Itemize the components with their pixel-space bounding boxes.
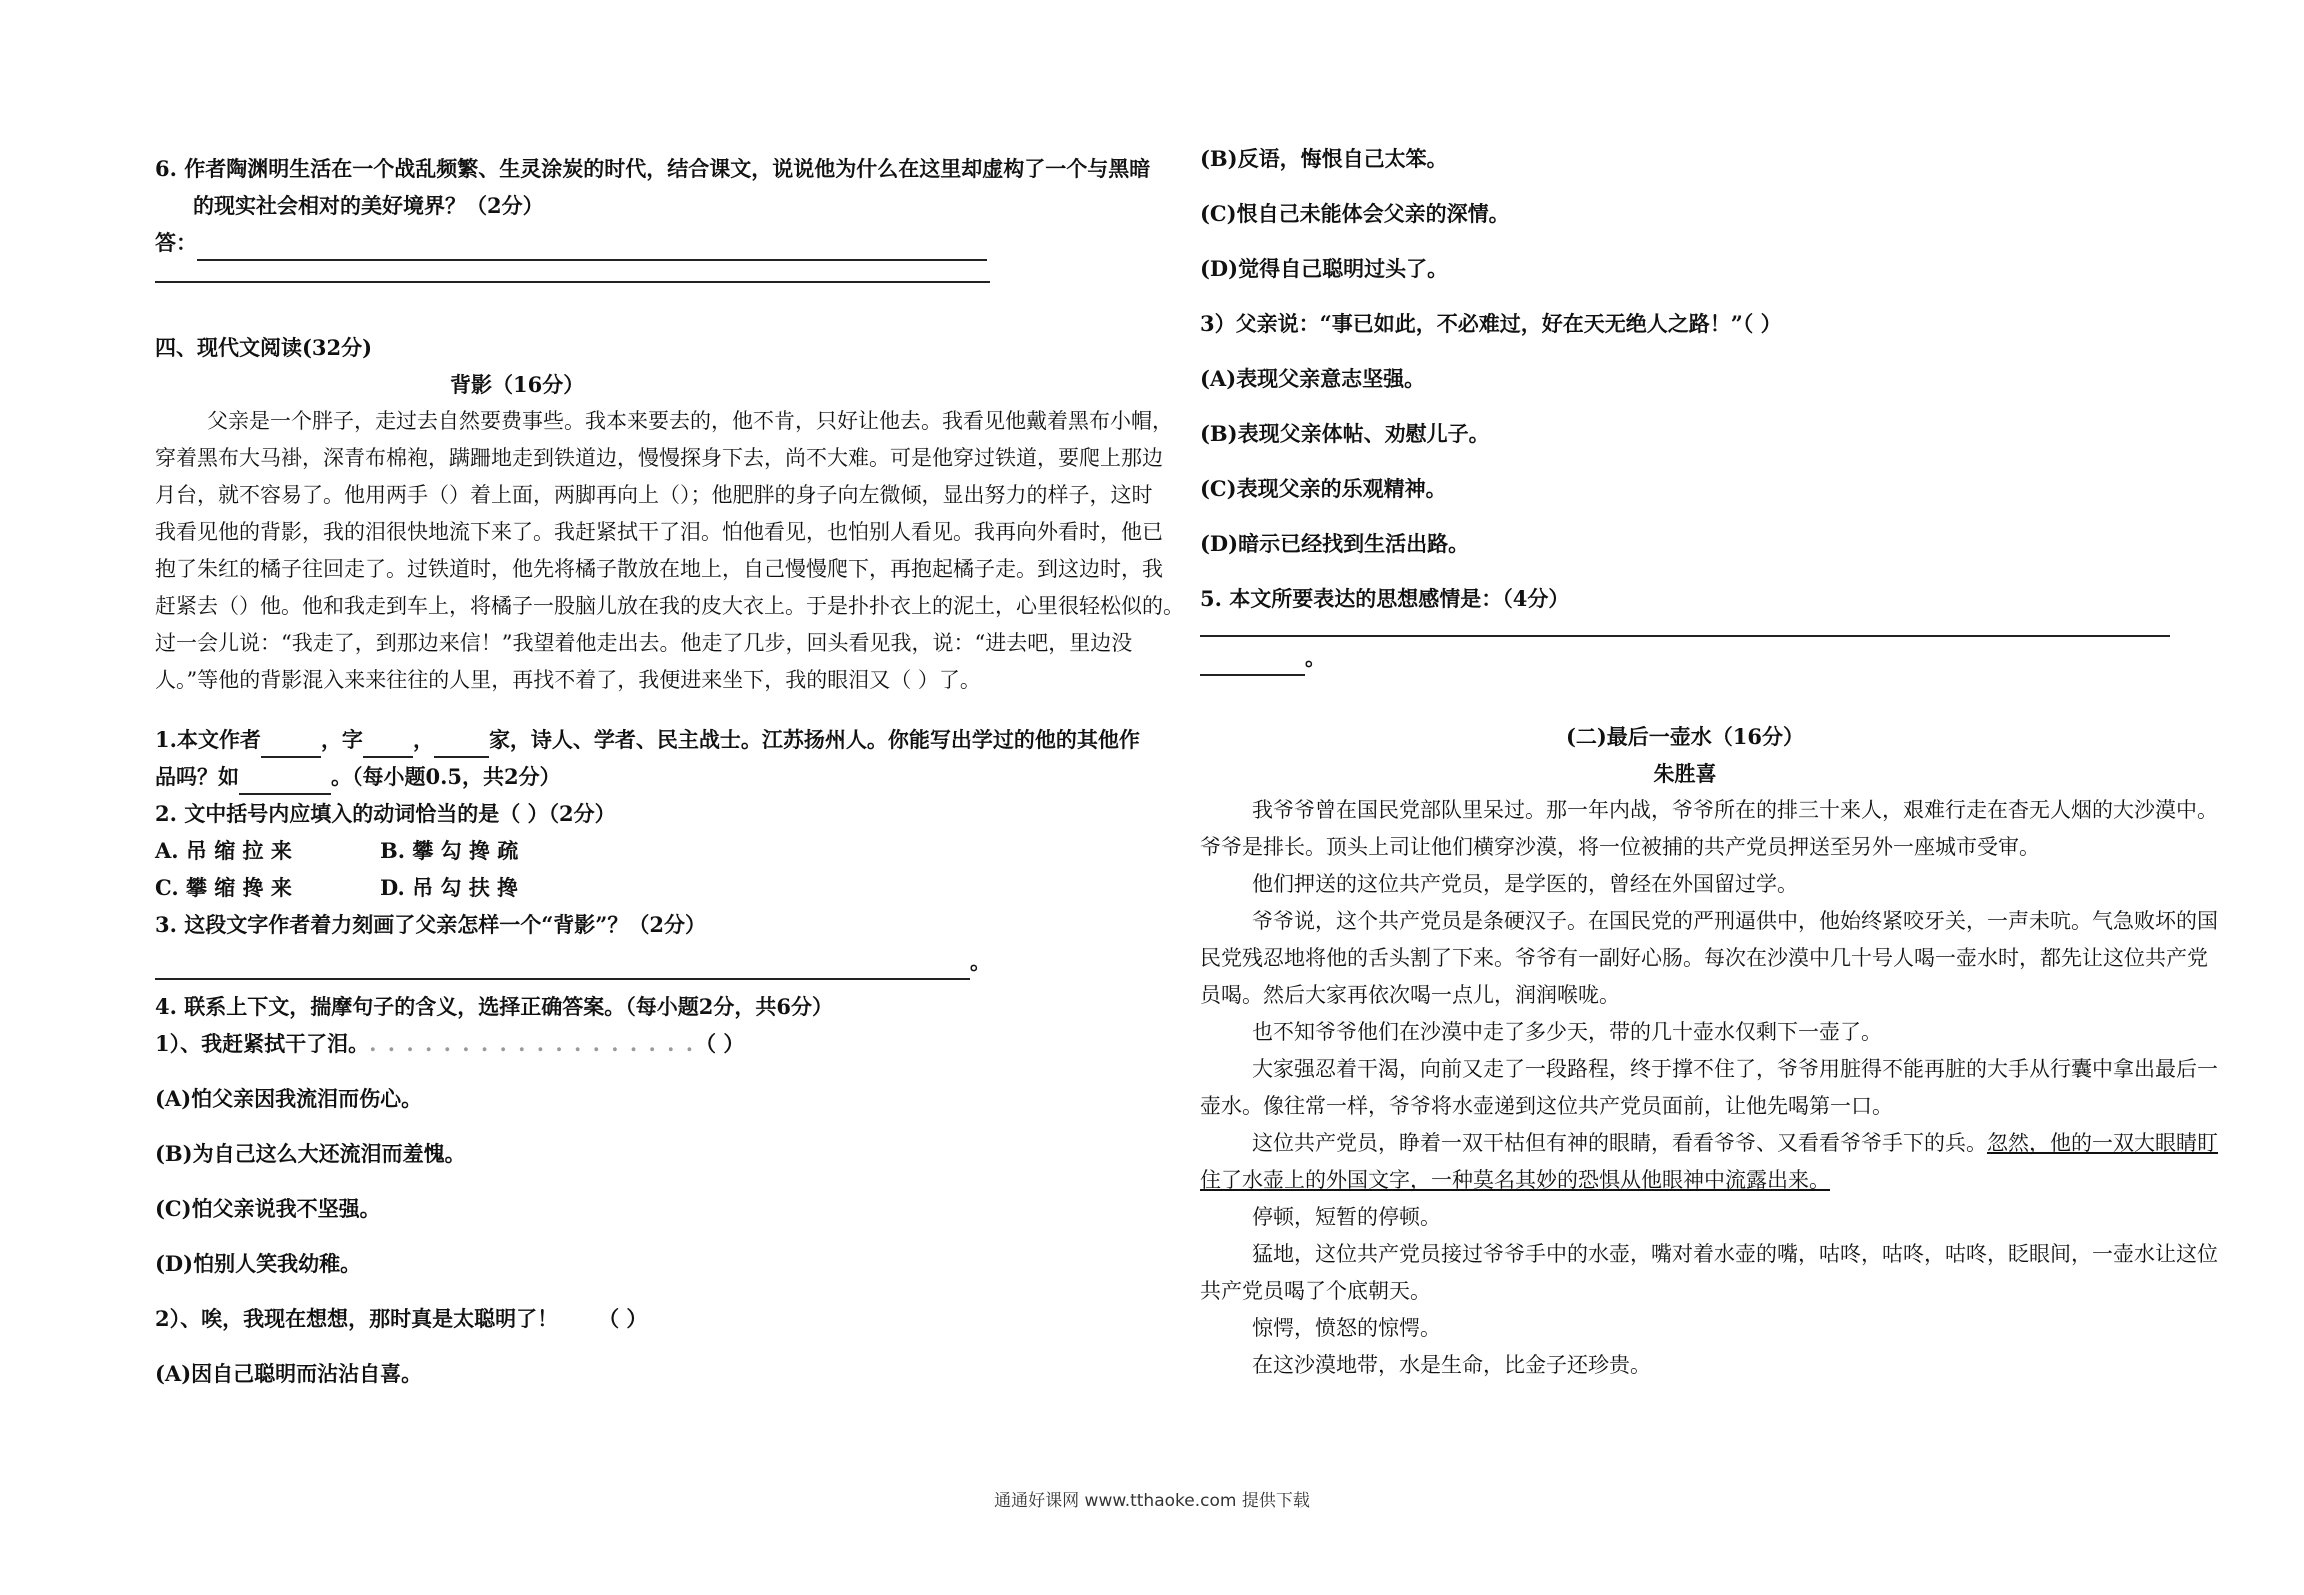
q6-line1: 6. 作者陶渊明生活在一个战乱频繁、生灵涂炭的时代，结合课文，说说他为什么在这里却虚构了一个与黑暗 — [155, 156, 1151, 181]
passage2-line: 爷爷是排长。顶头上司让他们横穿沙漠，将一位被捕的共产党员押送至另外一座城市受审。 — [1200, 835, 2040, 859]
passage1-line: 我看见他的背影，我的泪很快地流下来了。我赶紧拭干了泪。怕他看见，也怕别人看见。我再向外看时，他已 — [155, 520, 1163, 544]
q2-option-a[interactable]: A. 吊 缩 拉 来 — [155, 838, 292, 863]
q4-s2-option[interactable]: (D)觉得自己聪明过头了。 — [1200, 256, 1449, 281]
q5-stem: 5. 本文所要表达的思想感情是：（4分） — [1200, 586, 1570, 611]
q4-s1-option[interactable]: (D)怕别人笑我幼稚。 — [155, 1251, 362, 1276]
q4-s1-option[interactable]: (B)为自己这么大还流泪而羞愧。 — [155, 1141, 466, 1166]
q4-s1-option[interactable]: (C)怕父亲说我不坚强。 — [155, 1196, 381, 1221]
answer-line[interactable] — [197, 233, 987, 261]
underlined-sentence: 住了水壶上的外国文字，一种莫名其妙的恐惧从他眼神中流露出来。 — [1200, 1168, 1830, 1192]
q1-text: 品吗？如 — [155, 764, 239, 789]
q2-option-d[interactable]: D. 吊 勾 扶 搀 — [380, 875, 519, 900]
q1-text: 家，诗人、学者、民主战士。江苏扬州人。你能写出学过的他的其他作 — [488, 727, 1140, 752]
passage1-line: 穿着黑布大马褂，深青布棉袍，蹒跚地走到铁道边，慢慢探身下去，尚不大难。可是他穿过铁道，要爬上那边 — [155, 446, 1163, 470]
q6-line2: 的现实社会相对的美好境界？（2分） — [193, 193, 544, 218]
passage1-line: 赶紧去（）他。他和我走到车上，将橘子一股脑儿放在我的皮大衣上。于是扑扑衣上的泥土，心里很轻松似的。 — [155, 594, 1184, 618]
q2-stem: 2. 文中括号内应填入的动词恰当的是（ ）（2分） — [155, 801, 616, 826]
passage2-body — [1200, 792, 2218, 1384]
passage2-line: 员喝。然后大家再依次喝一点儿，润润喉咙。 — [1200, 983, 1620, 1007]
q1-blank-profession[interactable] — [434, 730, 489, 758]
passage2-line: 猛地，这位共产党员接过爷爷手中的水壶，嘴对着水壶的嘴，咕咚，咕咚，咕咚，眨眼间，一壶水让这位 — [1252, 1242, 2218, 1266]
passage2-line: 爷爷说，这个共产党员是条硬汉子。在国民党的严刑逼供中，他始终紧咬牙关，一声未吭。气急败坏的国 — [1252, 909, 2218, 933]
passage2-line: 壶水。像往常一样，爷爷将水壶递到这位共产党员面前，让他先喝第一口。 — [1200, 1094, 1893, 1118]
q2-options-row2 — [155, 869, 1123, 906]
q1-text: ，字 — [320, 727, 363, 752]
passage2-line: 民党残忍地将他的舌头割了下来。爷爷有一副好心肠。每次在沙漠中几十号人喝一壶水时，都先让这位共产党 — [1200, 946, 2208, 970]
q4-s2-text: 2）、唉，我现在想想，那时真是太聪明了！ — [155, 1306, 559, 1331]
passage2-text: 这位共产党员，睁着一双干枯但有神的眼睛，看看爷爷、又看看爷爷手下的兵。 — [1252, 1131, 1987, 1155]
q1-text: 。（每小题0.5，共2分） — [331, 764, 561, 789]
passage2-line: 共产党员喝了个底朝天。 — [1200, 1279, 1431, 1303]
q5-answer-line[interactable] — [1200, 617, 2170, 637]
q3-end: 。 — [970, 949, 991, 974]
q3-stem: 3. 这段文字作者着力刻画了父亲怎样一个“背影”？（2分） — [155, 912, 707, 937]
passage2-line: 在这沙漠地带，水是生命，比金子还珍贵。 — [1252, 1353, 1651, 1377]
answer-label: 答： — [155, 230, 197, 255]
passage2-line: 我爷爷曾在国民党部队里呆过。那一年内战，爷爷所在的排三十来人，艰难行走在杳无人烟的大沙漠中。 — [1252, 798, 2218, 822]
q3-answer-line[interactable] — [155, 952, 970, 980]
q5-end: 。 — [1305, 645, 1326, 670]
q4-s3-option[interactable]: (A)表现父亲意志坚强。 — [1200, 366, 1426, 391]
q2-option-c[interactable]: C. 攀 缩 搀 来 — [155, 875, 292, 900]
answer-line-2[interactable] — [155, 261, 990, 283]
q2-option-b[interactable]: B. 攀 勾 搀 疏 — [380, 838, 519, 863]
q4-s3-option[interactable]: (D)暗示已经找到生活出路。 — [1200, 531, 1470, 556]
passage2-title: (二)最后一壶水（16分） — [1565, 724, 1805, 749]
q5-answer-end — [1200, 639, 2170, 676]
passage1-title: 背影（16分） — [450, 372, 585, 397]
passage2-line: 停顿，短暂的停顿。 — [1252, 1205, 1441, 1229]
q1-line2 — [155, 758, 1123, 795]
passage2-line: 也不知爷爷他们在沙漠中走了多少天，带的几十壶水仅剩下一壶了。 — [1252, 1020, 1882, 1044]
passage2-line: 大家强忍着干渴，向前又走了一段路程，终于撑不住了，爷爷用脏得不能再脏的大手从行囊中拿出最后一 — [1252, 1057, 2218, 1081]
q2-options-row1 — [155, 832, 1123, 869]
passage2-line: 他们押送的这位共产党员，是学医的，曾经在外国留过学。 — [1252, 872, 1798, 896]
q1-blank-works[interactable] — [239, 767, 331, 795]
q4-s2-option-a[interactable]: (A)因自己聪明而沾沾自喜。 — [155, 1361, 423, 1386]
q1-line1 — [155, 721, 1140, 758]
passage1-line: 人。”等他的背影混入来来往往的人里，再找不着了，我便进来坐下，我的眼泪又（ ）了。 — [155, 668, 981, 692]
q4-s2-paren[interactable]: （ ） — [598, 1306, 648, 1331]
passage1-line: 月台，就不容易了。他用两手（）着上面，两脚再向上（）；他肥胖的身子向左微倾，显出努力的样子，这时 — [155, 483, 1153, 507]
q5-answer-line-2[interactable] — [1200, 648, 1305, 676]
passage1-line: 抱了朱红的橘子往回走了。过铁道时，他先将橘子散放在地上，自己慢慢爬下，再抱起橘子走。到这边时，我 — [155, 557, 1163, 581]
passage2-line: 惊愕，愤怒的惊愕。 — [1252, 1316, 1441, 1340]
q4-s1 — [155, 1025, 1123, 1062]
q1-text: ， — [412, 727, 434, 752]
passage2-line — [1200, 1125, 2218, 1162]
q4-s2 — [155, 1300, 1123, 1337]
q4-s1-option[interactable]: (A)怕父亲因我流泪而伤心。 — [155, 1086, 423, 1111]
q4-s3: 3）父亲说：“事已如此，不必难过，好在天无绝人之路！”（ ） — [1200, 311, 1782, 336]
passage2-author: 朱胜喜 — [1653, 761, 1717, 786]
q1-blank-author[interactable] — [261, 730, 321, 758]
q4-s3-option[interactable]: (C)表现父亲的乐观精神。 — [1200, 476, 1447, 501]
passage1-body — [155, 403, 1184, 699]
q4-s1-text: 1）、我赶紧拭干了泪。 — [155, 1031, 370, 1056]
underlined-sentence: 忽然，他的一双大眼睛盯 — [1987, 1131, 2218, 1155]
section4-title: 四、现代文阅读(32分) — [155, 335, 373, 360]
left-column — [155, 150, 1184, 1392]
passage1-line: 过一会儿说：“我走了，到那边来信！”我望着他走出去。他走了几步，回头看见我，说：“进去吧，里边没 — [155, 631, 1133, 655]
right-column — [1200, 140, 2218, 1384]
leader-dots: . . . . . . . . . . . . . . . . . . — [369, 1031, 696, 1056]
q4-s3-option[interactable]: (B)表现父亲体帖、劝慰儿子。 — [1200, 421, 1490, 446]
passage1-line: 父亲是一个胖子，走过去自然要费事些。我本来要去的，他不肯，只好让他去。我看见他戴着黑布小帽， — [207, 409, 1173, 433]
q3-answer — [155, 943, 1123, 980]
q4-s2-option[interactable]: (B)反语，悔恨自己太笨。 — [1200, 146, 1448, 171]
q6-answer — [155, 224, 1123, 261]
q4-stem: 4. 联系上下文，揣摩句子的含义，选择正确答案。（每小题2分，共6分） — [155, 994, 833, 1019]
q1-text: 1.本文作者 — [155, 727, 261, 752]
q4-s2-option[interactable]: (C)恨自己未能体会父亲的深情。 — [1200, 201, 1510, 226]
q4-s1-paren[interactable]: （ ） — [695, 1031, 745, 1056]
q1-blank-courtesy[interactable] — [363, 730, 413, 758]
footer-credit: 通通好课网 www.tthaoke.com 提供下载 — [994, 1491, 1310, 1511]
